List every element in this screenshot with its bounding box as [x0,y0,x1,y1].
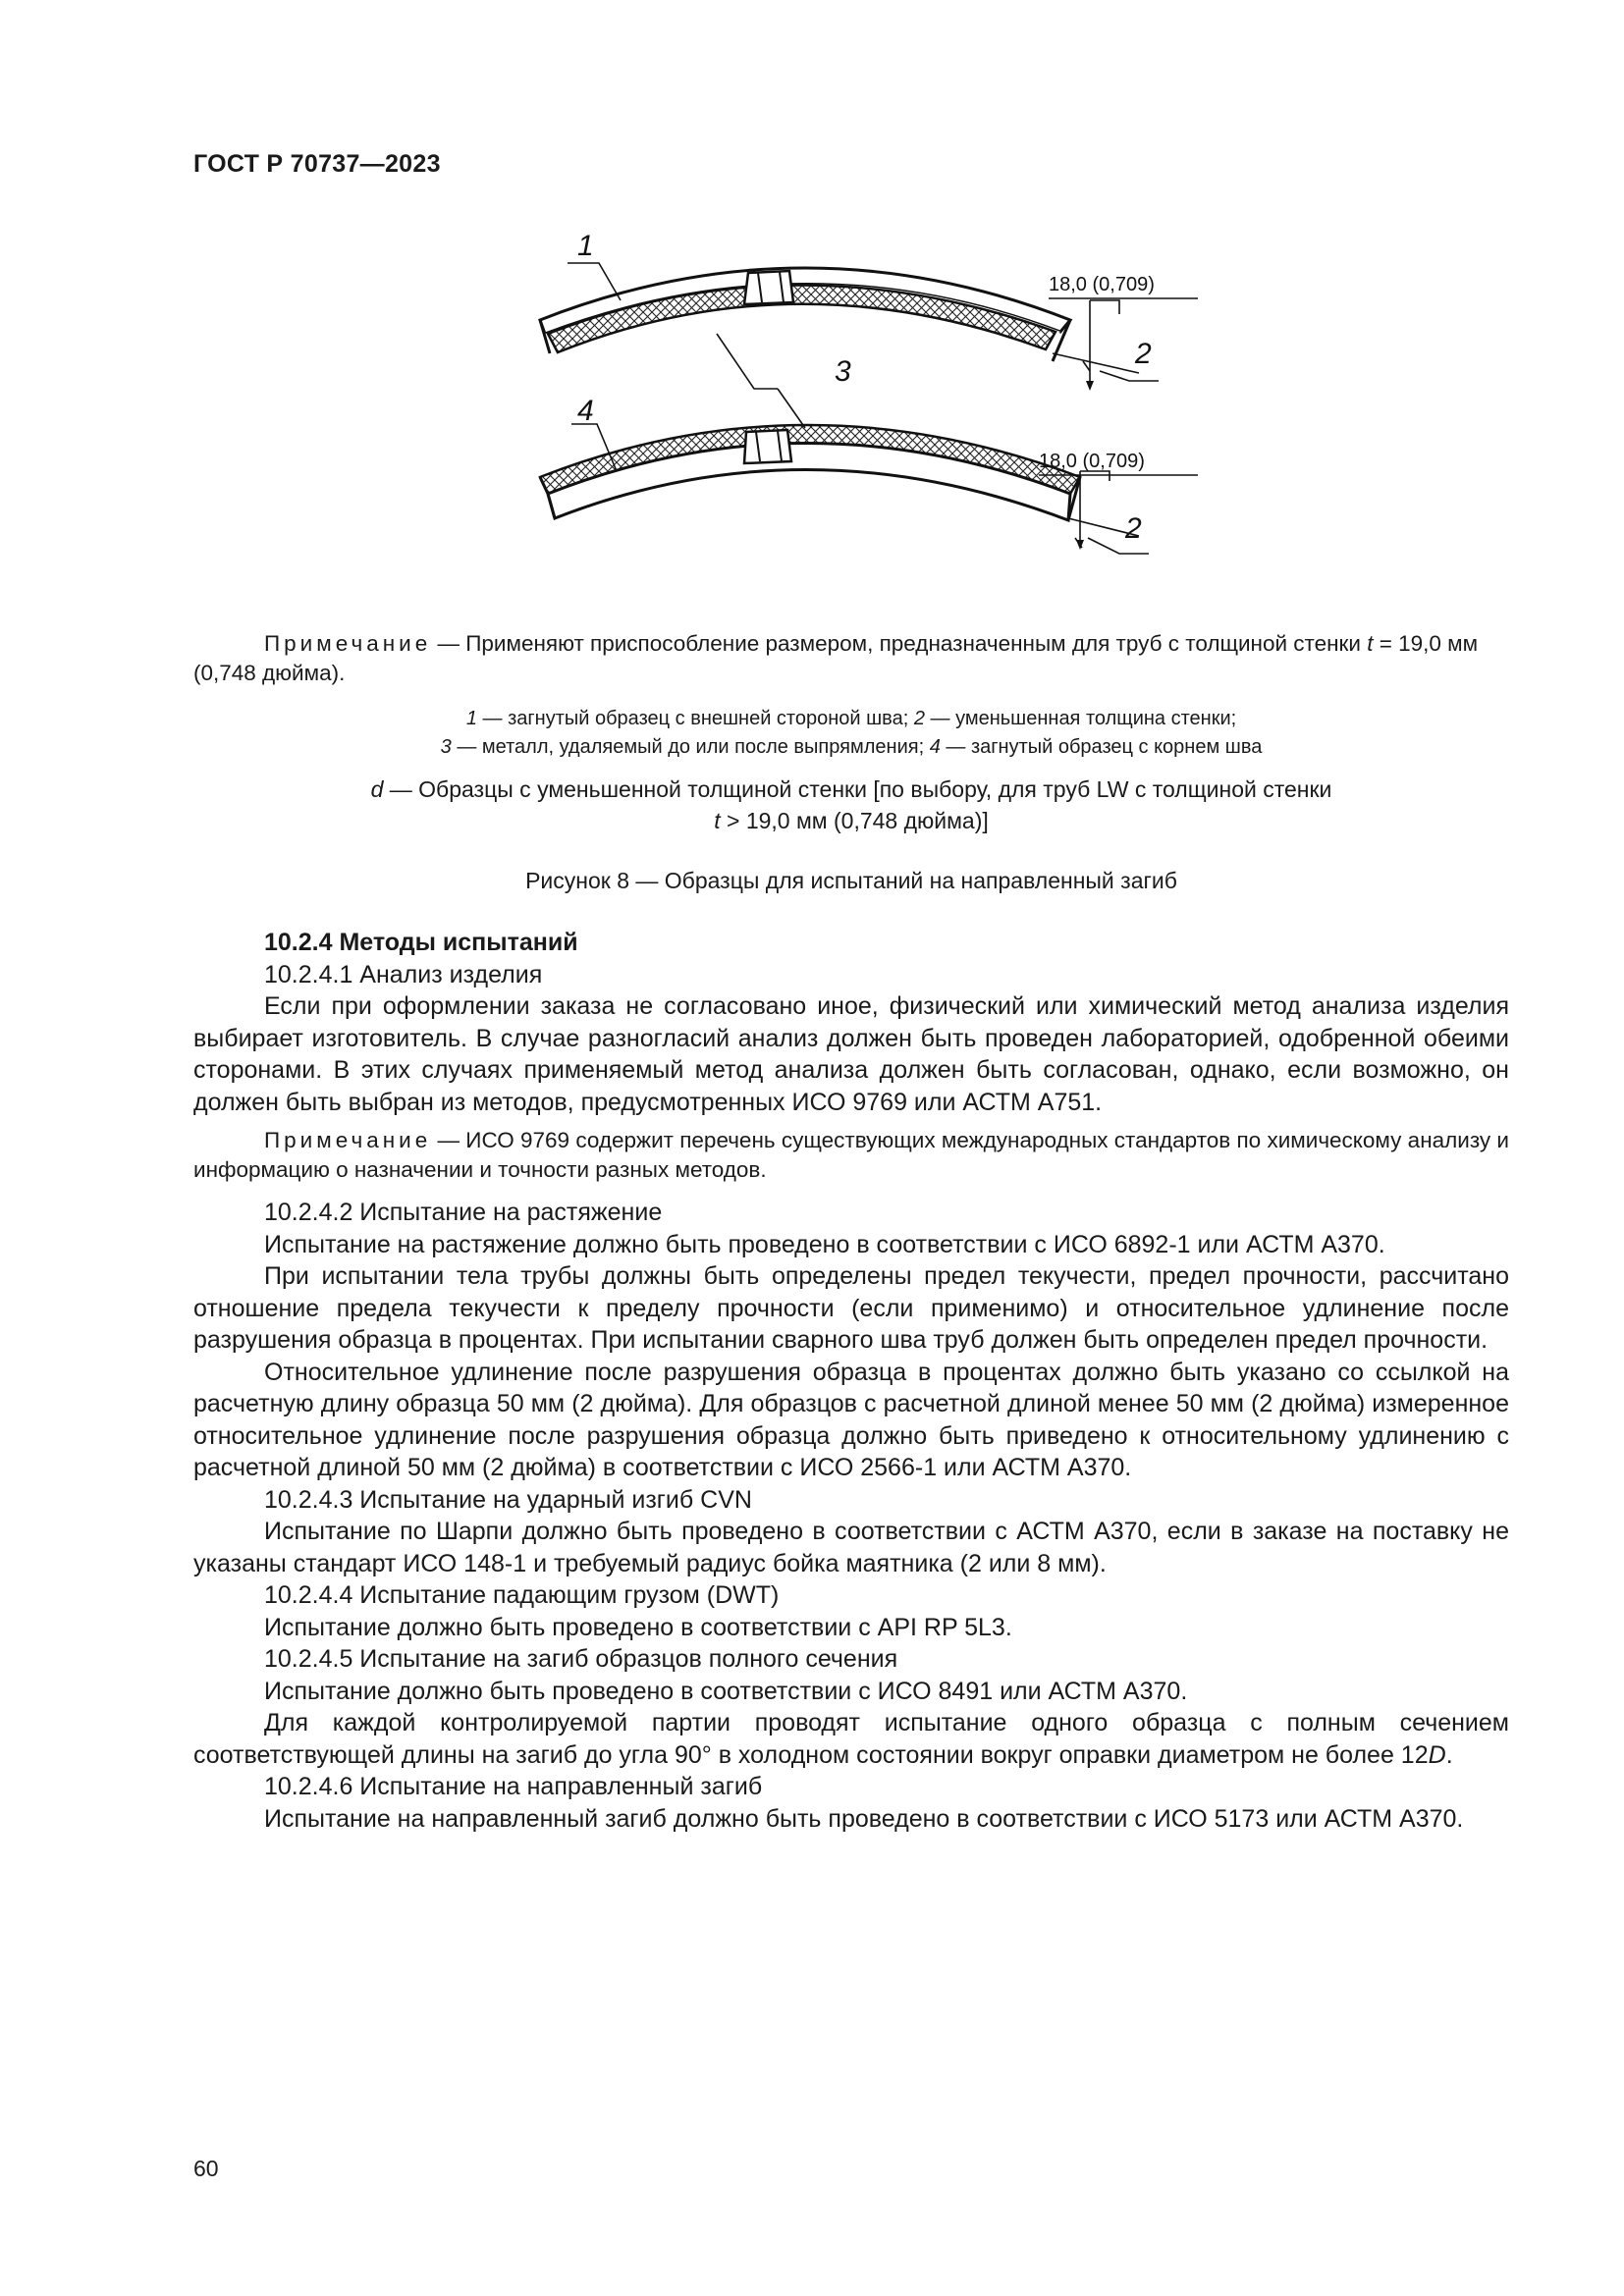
figure-label-3: 3 [835,355,851,388]
paragraph-10-2-4-5b [193,1707,1509,1771]
heading-10-2-4-4: 10.2.4.4 Испытание падающим грузом (DWT) [264,1581,780,1609]
figure-8-bend-specimens [511,224,1198,577]
dimension-bottom: 18,0 (0,709) [1039,451,1145,472]
paragraph-10-2-4-2c: Относительное удлинение после разрушения образца в процентах должно быть указано со ссылкой на расчетную длину образца 50 мм (2 дюйма). Для образцов с расчетной длиной менее 50 мм (2 дюйма) измеренное относительное удлинение после разрушения образца должно быть приведено к относительному удлинению с расчетной длиной 50 мм (2 дюйма) в соответствии с ИСО 2566-1 или АСТМ А370. [193,1358,1509,1481]
dimension-top: 18,0 (0,709) [1049,274,1155,295]
note-prefix: Примечание [264,631,432,656]
legend-line-1 [193,705,1509,733]
figure-label-1: 1 [577,230,594,262]
note-t-symbol: t [1367,631,1374,656]
note-text-2: = 19,0 мм (0,748 дюйма). [193,631,1479,685]
paragraph-10-2-4-5b-text: Для каждой контролируемой партии проводят испытание одного образца с полным сечением соответствующей длины на загиб до угла 90° в холодном состоянии вокруг оправки диаметром не более 12 [193,1709,1509,1769]
legend-num-1: 1 [465,708,477,729]
figure-legend [193,705,1509,762]
d-note-text-1: — Образцы с уменьшенной толщиной стенки [по выбору, для труб LW с толщиной стенки [383,776,1332,802]
document-header: ГОСТ Р 70737—2023 [193,150,441,178]
diameter-symbol: D [1428,1740,1446,1769]
specimen-bottom [540,425,1080,520]
note-10-2-4-1 [193,1126,1509,1185]
heading-10-2-4-3: 10.2.4.3 Испытание на ударный изгиб CVN [264,1485,752,1514]
d-note-line-2 [193,805,1509,836]
heading-10-2-4: 10.2.4 Методы испытаний [264,929,578,956]
legend-text-4: — загнутый образец с корнем шва [940,736,1263,758]
d-note-t-symbol: t [714,808,721,833]
d-note-text-2: > 19,0 мм (0,748 дюйма)] [720,808,989,833]
paragraph-10-2-4-4: Испытание должно быть проведено в соответствии с API RP 5L3. [264,1613,1012,1641]
section-10-2-4 [193,927,1509,1835]
heading-10-2-4-2: 10.2.4.2 Испытание на растяжение [264,1199,663,1226]
d-symbol: d [370,776,384,802]
heading-10-2-4-1: 10.2.4.1 Анализ изделия [264,960,543,988]
paragraph-10-2-4-3: Испытание по Шарпи должно быть проведено в соответствии с АСТМ А370, если в заказе на поставку не указаны стандарт ИСО 148-1 и требуемый радиус бойка маятника (2 или 8 мм). [193,1518,1509,1577]
heading-10-2-4-6: 10.2.4.6 Испытание на направленный загиб [264,1773,763,1800]
d-note-line-1 [193,774,1509,805]
paragraph-10-2-4-5a: Испытание должно быть проведено в соответствии с ИСО 8491 или АСТМ А370. [264,1677,1188,1705]
paragraph-10-2-4-1: Если при оформлении заказа не согласовано иное, физический или химический метод анализа изделия выбирает изготовитель. В случае разногласий анализ должен быть проведен лабораторией, одобренной обеими сторонами. В этих случаях применяемый метод анализа должен быть согласован, однако, если возможно, он должен быть выбран из методов, предусмотренных ИСО 9769 или АСТМ А751. [193,992,1509,1116]
figure-caption: Рисунок 8 — Образцы для испытаний на направленный загиб [525,868,1177,893]
figure-label-4: 4 [577,395,594,427]
legend-num-2: 2 [913,708,925,729]
paragraph-10-2-4-2b: При испытании тела трубы должны быть определены предел текучести, предел прочности, рассчитано отношение предела текучести к пределу прочности (если применимо) и относительное удлинение после разрушения образца в процентах. При испытании сварного шва труб должен быть определен предел прочности. [193,1262,1509,1354]
figure-subtitle-d [193,774,1509,836]
paragraph-10-2-4-5b-end: . [1445,1740,1453,1769]
legend-num-4: 4 [929,736,941,758]
legend-text-1: — загнутый образец с внешней стороной шва; [476,708,914,729]
specimen-top [540,268,1070,379]
figure-label-2-bottom: 2 [1125,512,1142,545]
figure-label-2-top: 2 [1135,338,1152,370]
paragraph-10-2-4-6: Испытание на направленный загиб должно быть проведено в соответствии с ИСО 5173 или АСТМ А370. [264,1804,1464,1833]
note2-prefix: Примечание [264,1128,432,1152]
note2-text: — ИСО 9769 содержит перечень существующих международных стандартов по химическому анализу и информацию о назначении и точности разных методов. [193,1128,1509,1182]
note-text: — Применяют приспособление размером, предназначенным для труб с толщиной стенки [431,631,1368,656]
legend-text-3: — металл, удаляемый до или после выпрямления; [451,736,930,758]
page-number: 60 [193,2156,219,2181]
legend-text-2: — уменьшенная толщина стенки; [924,708,1237,729]
legend-num-3: 3 [440,736,452,758]
heading-10-2-4-5: 10.2.4.5 Испытание на загиб образцов полного сечения [264,1645,898,1673]
paragraph-10-2-4-2a: Испытание на растяжение должно быть проведено в соответствии с ИСО 6892-1 или АСТМ А370. [264,1230,1385,1258]
legend-line-2 [193,733,1509,762]
figure-note [193,629,1509,688]
